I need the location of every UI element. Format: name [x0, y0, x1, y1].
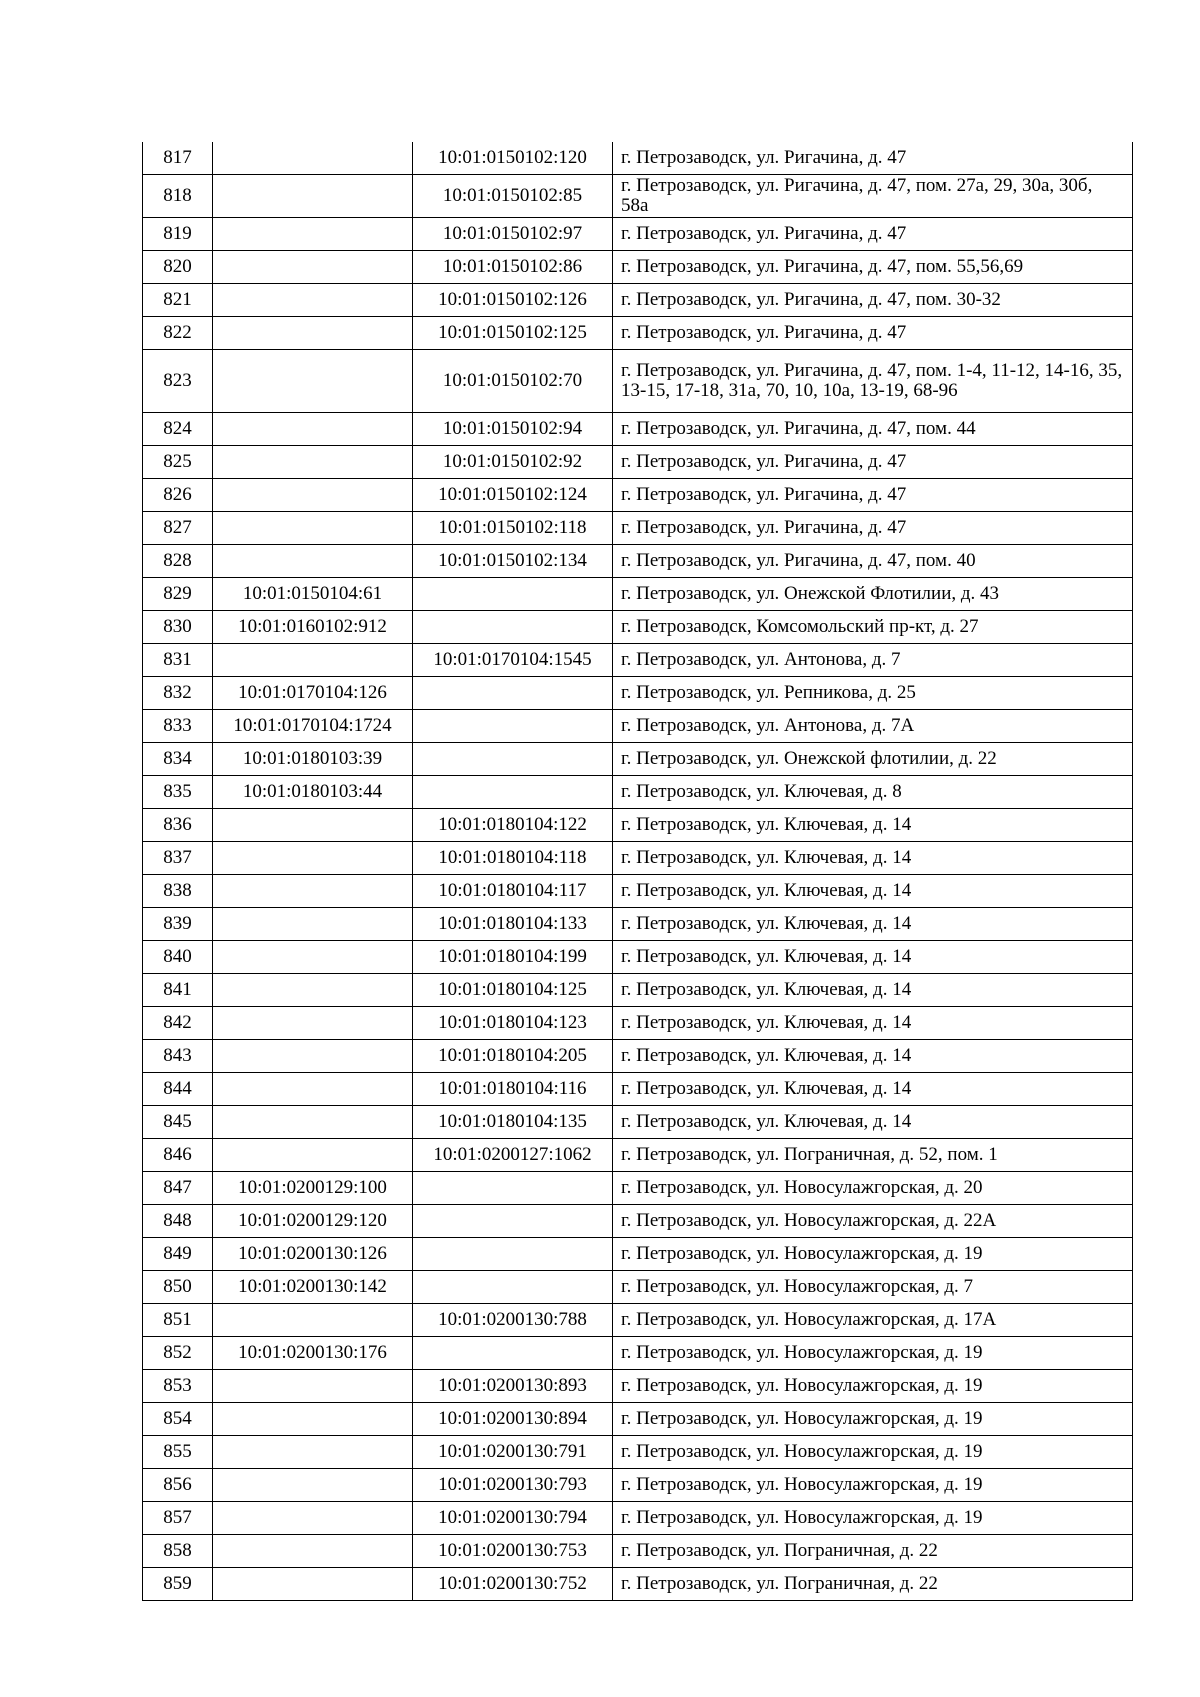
building-cadastral-number-cell: 10:01:0180104:122 — [413, 809, 613, 842]
land-cadastral-number-cell — [213, 644, 413, 677]
address-cell: г. Петрозаводск, ул. Антонова, д. 7 — [613, 644, 1133, 677]
table-row — [143, 1205, 1133, 1238]
address-cell: г. Петрозаводск, ул. Новосулажгорская, д. 19 — [613, 1469, 1133, 1502]
building-cadastral-number-cell: 10:01:0200130:788 — [413, 1304, 613, 1337]
land-cadastral-number-cell: 10:01:0200130:126 — [213, 1238, 413, 1271]
address-cell: г. Петрозаводск, ул. Ригачина, д. 47, пом. 1-4, 11-12, 14-16, 35, 13-15, 17-18, 31а, 70, 10, 10а, 13-19, 68-96 — [613, 350, 1133, 413]
row-number-cell: 837 — [143, 842, 213, 875]
building-cadastral-number-cell — [413, 1238, 613, 1271]
table-row — [143, 908, 1133, 941]
address-cell: г. Петрозаводск, ул. Онежской Флотилии, д. 43 — [613, 578, 1133, 611]
address-cell: г. Петрозаводск, ул. Ключевая, д. 14 — [613, 809, 1133, 842]
building-cadastral-number-cell: 10:01:0200130:893 — [413, 1370, 613, 1403]
row-number-cell: 847 — [143, 1172, 213, 1205]
row-number-cell: 846 — [143, 1139, 213, 1172]
table-row — [143, 413, 1133, 446]
address-cell: г. Петрозаводск, ул. Ключевая, д. 14 — [613, 1007, 1133, 1040]
row-number-cell: 826 — [143, 479, 213, 512]
row-number-cell: 823 — [143, 350, 213, 413]
address-cell: г. Петрозаводск, ул. Новосулажгорская, д. 19 — [613, 1502, 1133, 1535]
building-cadastral-number-cell — [413, 776, 613, 809]
address-cell: г. Петрозаводск, ул. Ключевая, д. 14 — [613, 1040, 1133, 1073]
table-row — [143, 175, 1133, 218]
row-number-cell: 832 — [143, 677, 213, 710]
table-row — [143, 1403, 1133, 1436]
table-row — [143, 1502, 1133, 1535]
building-cadastral-number-cell: 10:01:0170104:1545 — [413, 644, 613, 677]
building-cadastral-number-cell — [413, 1337, 613, 1370]
table-row — [143, 1568, 1133, 1601]
table-row — [143, 644, 1133, 677]
land-cadastral-number-cell: 10:01:0200130:142 — [213, 1271, 413, 1304]
address-cell: г. Петрозаводск, ул. Ключевая, д. 14 — [613, 941, 1133, 974]
land-cadastral-number-cell — [213, 175, 413, 218]
row-number-cell: 845 — [143, 1106, 213, 1139]
row-number-cell: 859 — [143, 1568, 213, 1601]
property-table — [142, 142, 1133, 1601]
table-row — [143, 875, 1133, 908]
building-cadastral-number-cell — [413, 677, 613, 710]
table-row — [143, 251, 1133, 284]
building-cadastral-number-cell: 10:01:0200130:791 — [413, 1436, 613, 1469]
row-number-cell: 852 — [143, 1337, 213, 1370]
address-cell: г. Петрозаводск, ул. Новосулажгорская, д. 19 — [613, 1403, 1133, 1436]
building-cadastral-number-cell: 10:01:0180104:117 — [413, 875, 613, 908]
table-row — [143, 1370, 1133, 1403]
address-cell: г. Петрозаводск, ул. Репникова, д. 25 — [613, 677, 1133, 710]
row-number-cell: 840 — [143, 941, 213, 974]
land-cadastral-number-cell — [213, 842, 413, 875]
land-cadastral-number-cell: 10:01:0160102:912 — [213, 611, 413, 644]
table-row — [143, 842, 1133, 875]
address-cell: г. Петрозаводск, ул. Пограничная, д. 22 — [613, 1535, 1133, 1568]
building-cadastral-number-cell: 10:01:0150102:85 — [413, 175, 613, 218]
address-cell: г. Петрозаводск, ул. Ригачина, д. 47, пом. 27а, 29, 30а, 30б, 58а — [613, 175, 1133, 218]
address-cell: г. Петрозаводск, ул. Ригачина, д. 47 — [613, 446, 1133, 479]
address-cell: г. Петрозаводск, ул. Новосулажгорская, д. 19 — [613, 1337, 1133, 1370]
land-cadastral-number-cell — [213, 446, 413, 479]
table-row — [143, 611, 1133, 644]
table-row — [143, 350, 1133, 413]
table-row — [143, 545, 1133, 578]
land-cadastral-number-cell — [213, 1469, 413, 1502]
building-cadastral-number-cell: 10:01:0150102:118 — [413, 512, 613, 545]
land-cadastral-number-cell — [213, 1106, 413, 1139]
row-number-cell: 820 — [143, 251, 213, 284]
address-cell: г. Петрозаводск, ул. Ключевая, д. 14 — [613, 875, 1133, 908]
land-cadastral-number-cell: 10:01:0170104:126 — [213, 677, 413, 710]
building-cadastral-number-cell: 10:01:0150102:126 — [413, 284, 613, 317]
address-cell: г. Петрозаводск, ул. Новосулажгорская, д. 19 — [613, 1436, 1133, 1469]
address-cell: г. Петрозаводск, ул. Ригачина, д. 47 — [613, 142, 1133, 175]
address-cell: г. Петрозаводск, ул. Ригачина, д. 47, пом. 55,56,69 — [613, 251, 1133, 284]
row-number-cell: 829 — [143, 578, 213, 611]
land-cadastral-number-cell — [213, 941, 413, 974]
row-number-cell: 830 — [143, 611, 213, 644]
land-cadastral-number-cell: 10:01:0180103:39 — [213, 743, 413, 776]
land-cadastral-number-cell — [213, 908, 413, 941]
land-cadastral-number-cell — [213, 251, 413, 284]
table-row — [143, 284, 1133, 317]
land-cadastral-number-cell — [213, 1403, 413, 1436]
row-number-cell: 818 — [143, 175, 213, 218]
table-row — [143, 446, 1133, 479]
address-cell: г. Петрозаводск, ул. Ключевая, д. 14 — [613, 908, 1133, 941]
table-row — [143, 776, 1133, 809]
address-cell: г. Петрозаводск, ул. Новосулажгорская, д. 19 — [613, 1370, 1133, 1403]
address-cell: г. Петрозаводск, ул. Ригачина, д. 47 — [613, 479, 1133, 512]
building-cadastral-number-cell: 10:01:0200130:752 — [413, 1568, 613, 1601]
table-row — [143, 1040, 1133, 1073]
address-cell: г. Петрозаводск, ул. Новосулажгорская, д. 22А — [613, 1205, 1133, 1238]
address-cell: г. Петрозаводск, ул. Ключевая, д. 14 — [613, 974, 1133, 1007]
land-cadastral-number-cell — [213, 1073, 413, 1106]
table-row — [143, 1304, 1133, 1337]
table-row — [143, 941, 1133, 974]
address-cell: г. Петрозаводск, Комсомольский пр-кт, д. 27 — [613, 611, 1133, 644]
table-row — [143, 710, 1133, 743]
row-number-cell: 849 — [143, 1238, 213, 1271]
table-row — [143, 1238, 1133, 1271]
row-number-cell: 856 — [143, 1469, 213, 1502]
row-number-cell: 835 — [143, 776, 213, 809]
table-row — [143, 479, 1133, 512]
row-number-cell: 848 — [143, 1205, 213, 1238]
land-cadastral-number-cell: 10:01:0200130:176 — [213, 1337, 413, 1370]
building-cadastral-number-cell: 10:01:0180104:123 — [413, 1007, 613, 1040]
land-cadastral-number-cell — [213, 413, 413, 446]
land-cadastral-number-cell: 10:01:0200129:100 — [213, 1172, 413, 1205]
building-cadastral-number-cell: 10:01:0150102:125 — [413, 317, 613, 350]
building-cadastral-number-cell: 10:01:0180104:199 — [413, 941, 613, 974]
building-cadastral-number-cell — [413, 1172, 613, 1205]
address-cell: г. Петрозаводск, ул. Ригачина, д. 47 — [613, 512, 1133, 545]
land-cadastral-number-cell: 10:01:0180103:44 — [213, 776, 413, 809]
land-cadastral-number-cell — [213, 1040, 413, 1073]
row-number-cell: 843 — [143, 1040, 213, 1073]
building-cadastral-number-cell — [413, 710, 613, 743]
land-cadastral-number-cell — [213, 1139, 413, 1172]
land-cadastral-number-cell — [213, 1502, 413, 1535]
row-number-cell: 839 — [143, 908, 213, 941]
table-row — [143, 1436, 1133, 1469]
land-cadastral-number-cell: 10:01:0150104:61 — [213, 578, 413, 611]
address-cell: г. Петрозаводск, ул. Антонова, д. 7А — [613, 710, 1133, 743]
table-row — [143, 317, 1133, 350]
row-number-cell: 844 — [143, 1073, 213, 1106]
row-number-cell: 851 — [143, 1304, 213, 1337]
table-row — [143, 1271, 1133, 1304]
building-cadastral-number-cell — [413, 1271, 613, 1304]
building-cadastral-number-cell: 10:01:0150102:92 — [413, 446, 613, 479]
building-cadastral-number-cell: 10:01:0150102:86 — [413, 251, 613, 284]
address-cell: г. Петрозаводск, ул. Ригачина, д. 47 — [613, 317, 1133, 350]
land-cadastral-number-cell — [213, 350, 413, 413]
address-cell: г. Петрозаводск, ул. Ключевая, д. 8 — [613, 776, 1133, 809]
row-number-cell: 836 — [143, 809, 213, 842]
address-cell: г. Петрозаводск, ул. Пограничная, д. 52, пом. 1 — [613, 1139, 1133, 1172]
building-cadastral-number-cell — [413, 611, 613, 644]
table-row — [143, 809, 1133, 842]
building-cadastral-number-cell: 10:01:0180104:133 — [413, 908, 613, 941]
land-cadastral-number-cell — [213, 284, 413, 317]
land-cadastral-number-cell — [213, 974, 413, 1007]
building-cadastral-number-cell: 10:01:0200127:1062 — [413, 1139, 613, 1172]
table-row — [143, 974, 1133, 1007]
address-cell: г. Петрозаводск, ул. Онежской флотилии, д. 22 — [613, 743, 1133, 776]
row-number-cell: 858 — [143, 1535, 213, 1568]
address-cell: г. Петрозаводск, ул. Ригачина, д. 47 — [613, 218, 1133, 251]
land-cadastral-number-cell — [213, 142, 413, 175]
table-row — [143, 1469, 1133, 1502]
land-cadastral-number-cell — [213, 317, 413, 350]
building-cadastral-number-cell: 10:01:0180104:125 — [413, 974, 613, 1007]
table-row — [143, 1172, 1133, 1205]
building-cadastral-number-cell — [413, 1205, 613, 1238]
address-cell: г. Петрозаводск, ул. Ригачина, д. 47, пом. 40 — [613, 545, 1133, 578]
land-cadastral-number-cell — [213, 1568, 413, 1601]
building-cadastral-number-cell: 10:01:0180104:118 — [413, 842, 613, 875]
table-row — [143, 1337, 1133, 1370]
address-cell: г. Петрозаводск, ул. Ключевая, д. 14 — [613, 1106, 1133, 1139]
row-number-cell: 850 — [143, 1271, 213, 1304]
building-cadastral-number-cell: 10:01:0150102:124 — [413, 479, 613, 512]
table-row — [143, 677, 1133, 710]
address-cell: г. Петрозаводск, ул. Ключевая, д. 14 — [613, 1073, 1133, 1106]
building-cadastral-number-cell: 10:01:0150102:120 — [413, 142, 613, 175]
address-cell: г. Петрозаводск, ул. Новосулажгорская, д. 20 — [613, 1172, 1133, 1205]
table-row — [143, 1073, 1133, 1106]
table-row — [143, 1007, 1133, 1040]
land-cadastral-number-cell — [213, 1370, 413, 1403]
row-number-cell: 828 — [143, 545, 213, 578]
address-cell: г. Петрозаводск, ул. Ключевая, д. 14 — [613, 842, 1133, 875]
property-table-body — [143, 142, 1133, 1601]
building-cadastral-number-cell: 10:01:0180104:135 — [413, 1106, 613, 1139]
building-cadastral-number-cell: 10:01:0200130:794 — [413, 1502, 613, 1535]
row-number-cell: 838 — [143, 875, 213, 908]
land-cadastral-number-cell — [213, 1304, 413, 1337]
land-cadastral-number-cell: 10:01:0200129:120 — [213, 1205, 413, 1238]
row-number-cell: 824 — [143, 413, 213, 446]
table-row — [143, 218, 1133, 251]
land-cadastral-number-cell — [213, 875, 413, 908]
table-row — [143, 1106, 1133, 1139]
table-row — [143, 512, 1133, 545]
land-cadastral-number-cell: 10:01:0170104:1724 — [213, 710, 413, 743]
table-row — [143, 142, 1133, 175]
address-cell: г. Петрозаводск, ул. Новосулажгорская, д. 17А — [613, 1304, 1133, 1337]
building-cadastral-number-cell — [413, 743, 613, 776]
table-row — [143, 578, 1133, 611]
address-cell: г. Петрозаводск, ул. Пограничная, д. 22 — [613, 1568, 1133, 1601]
land-cadastral-number-cell — [213, 809, 413, 842]
building-cadastral-number-cell: 10:01:0180104:116 — [413, 1073, 613, 1106]
row-number-cell: 857 — [143, 1502, 213, 1535]
land-cadastral-number-cell — [213, 1007, 413, 1040]
table-row — [143, 743, 1133, 776]
land-cadastral-number-cell — [213, 479, 413, 512]
building-cadastral-number-cell: 10:01:0150102:97 — [413, 218, 613, 251]
table-row — [143, 1139, 1133, 1172]
land-cadastral-number-cell — [213, 218, 413, 251]
row-number-cell: 825 — [143, 446, 213, 479]
building-cadastral-number-cell: 10:01:0200130:753 — [413, 1535, 613, 1568]
row-number-cell: 827 — [143, 512, 213, 545]
row-number-cell: 831 — [143, 644, 213, 677]
address-cell: г. Петрозаводск, ул. Ригачина, д. 47, пом. 30-32 — [613, 284, 1133, 317]
building-cadastral-number-cell: 10:01:0200130:894 — [413, 1403, 613, 1436]
address-cell: г. Петрозаводск, ул. Новосулажгорская, д. 19 — [613, 1238, 1133, 1271]
building-cadastral-number-cell: 10:01:0150102:94 — [413, 413, 613, 446]
address-cell: г. Петрозаводск, ул. Ригачина, д. 47, пом. 44 — [613, 413, 1133, 446]
row-number-cell: 822 — [143, 317, 213, 350]
row-number-cell: 819 — [143, 218, 213, 251]
row-number-cell: 841 — [143, 974, 213, 1007]
row-number-cell: 834 — [143, 743, 213, 776]
land-cadastral-number-cell — [213, 545, 413, 578]
row-number-cell: 854 — [143, 1403, 213, 1436]
row-number-cell: 853 — [143, 1370, 213, 1403]
building-cadastral-number-cell: 10:01:0150102:134 — [413, 545, 613, 578]
building-cadastral-number-cell: 10:01:0150102:70 — [413, 350, 613, 413]
address-cell: г. Петрозаводск, ул. Новосулажгорская, д. 7 — [613, 1271, 1133, 1304]
row-number-cell: 817 — [143, 142, 213, 175]
land-cadastral-number-cell — [213, 1436, 413, 1469]
building-cadastral-number-cell: 10:01:0180104:205 — [413, 1040, 613, 1073]
building-cadastral-number-cell: 10:01:0200130:793 — [413, 1469, 613, 1502]
row-number-cell: 833 — [143, 710, 213, 743]
row-number-cell: 842 — [143, 1007, 213, 1040]
building-cadastral-number-cell — [413, 578, 613, 611]
row-number-cell: 855 — [143, 1436, 213, 1469]
land-cadastral-number-cell — [213, 512, 413, 545]
row-number-cell: 821 — [143, 284, 213, 317]
table-row — [143, 1535, 1133, 1568]
land-cadastral-number-cell — [213, 1535, 413, 1568]
